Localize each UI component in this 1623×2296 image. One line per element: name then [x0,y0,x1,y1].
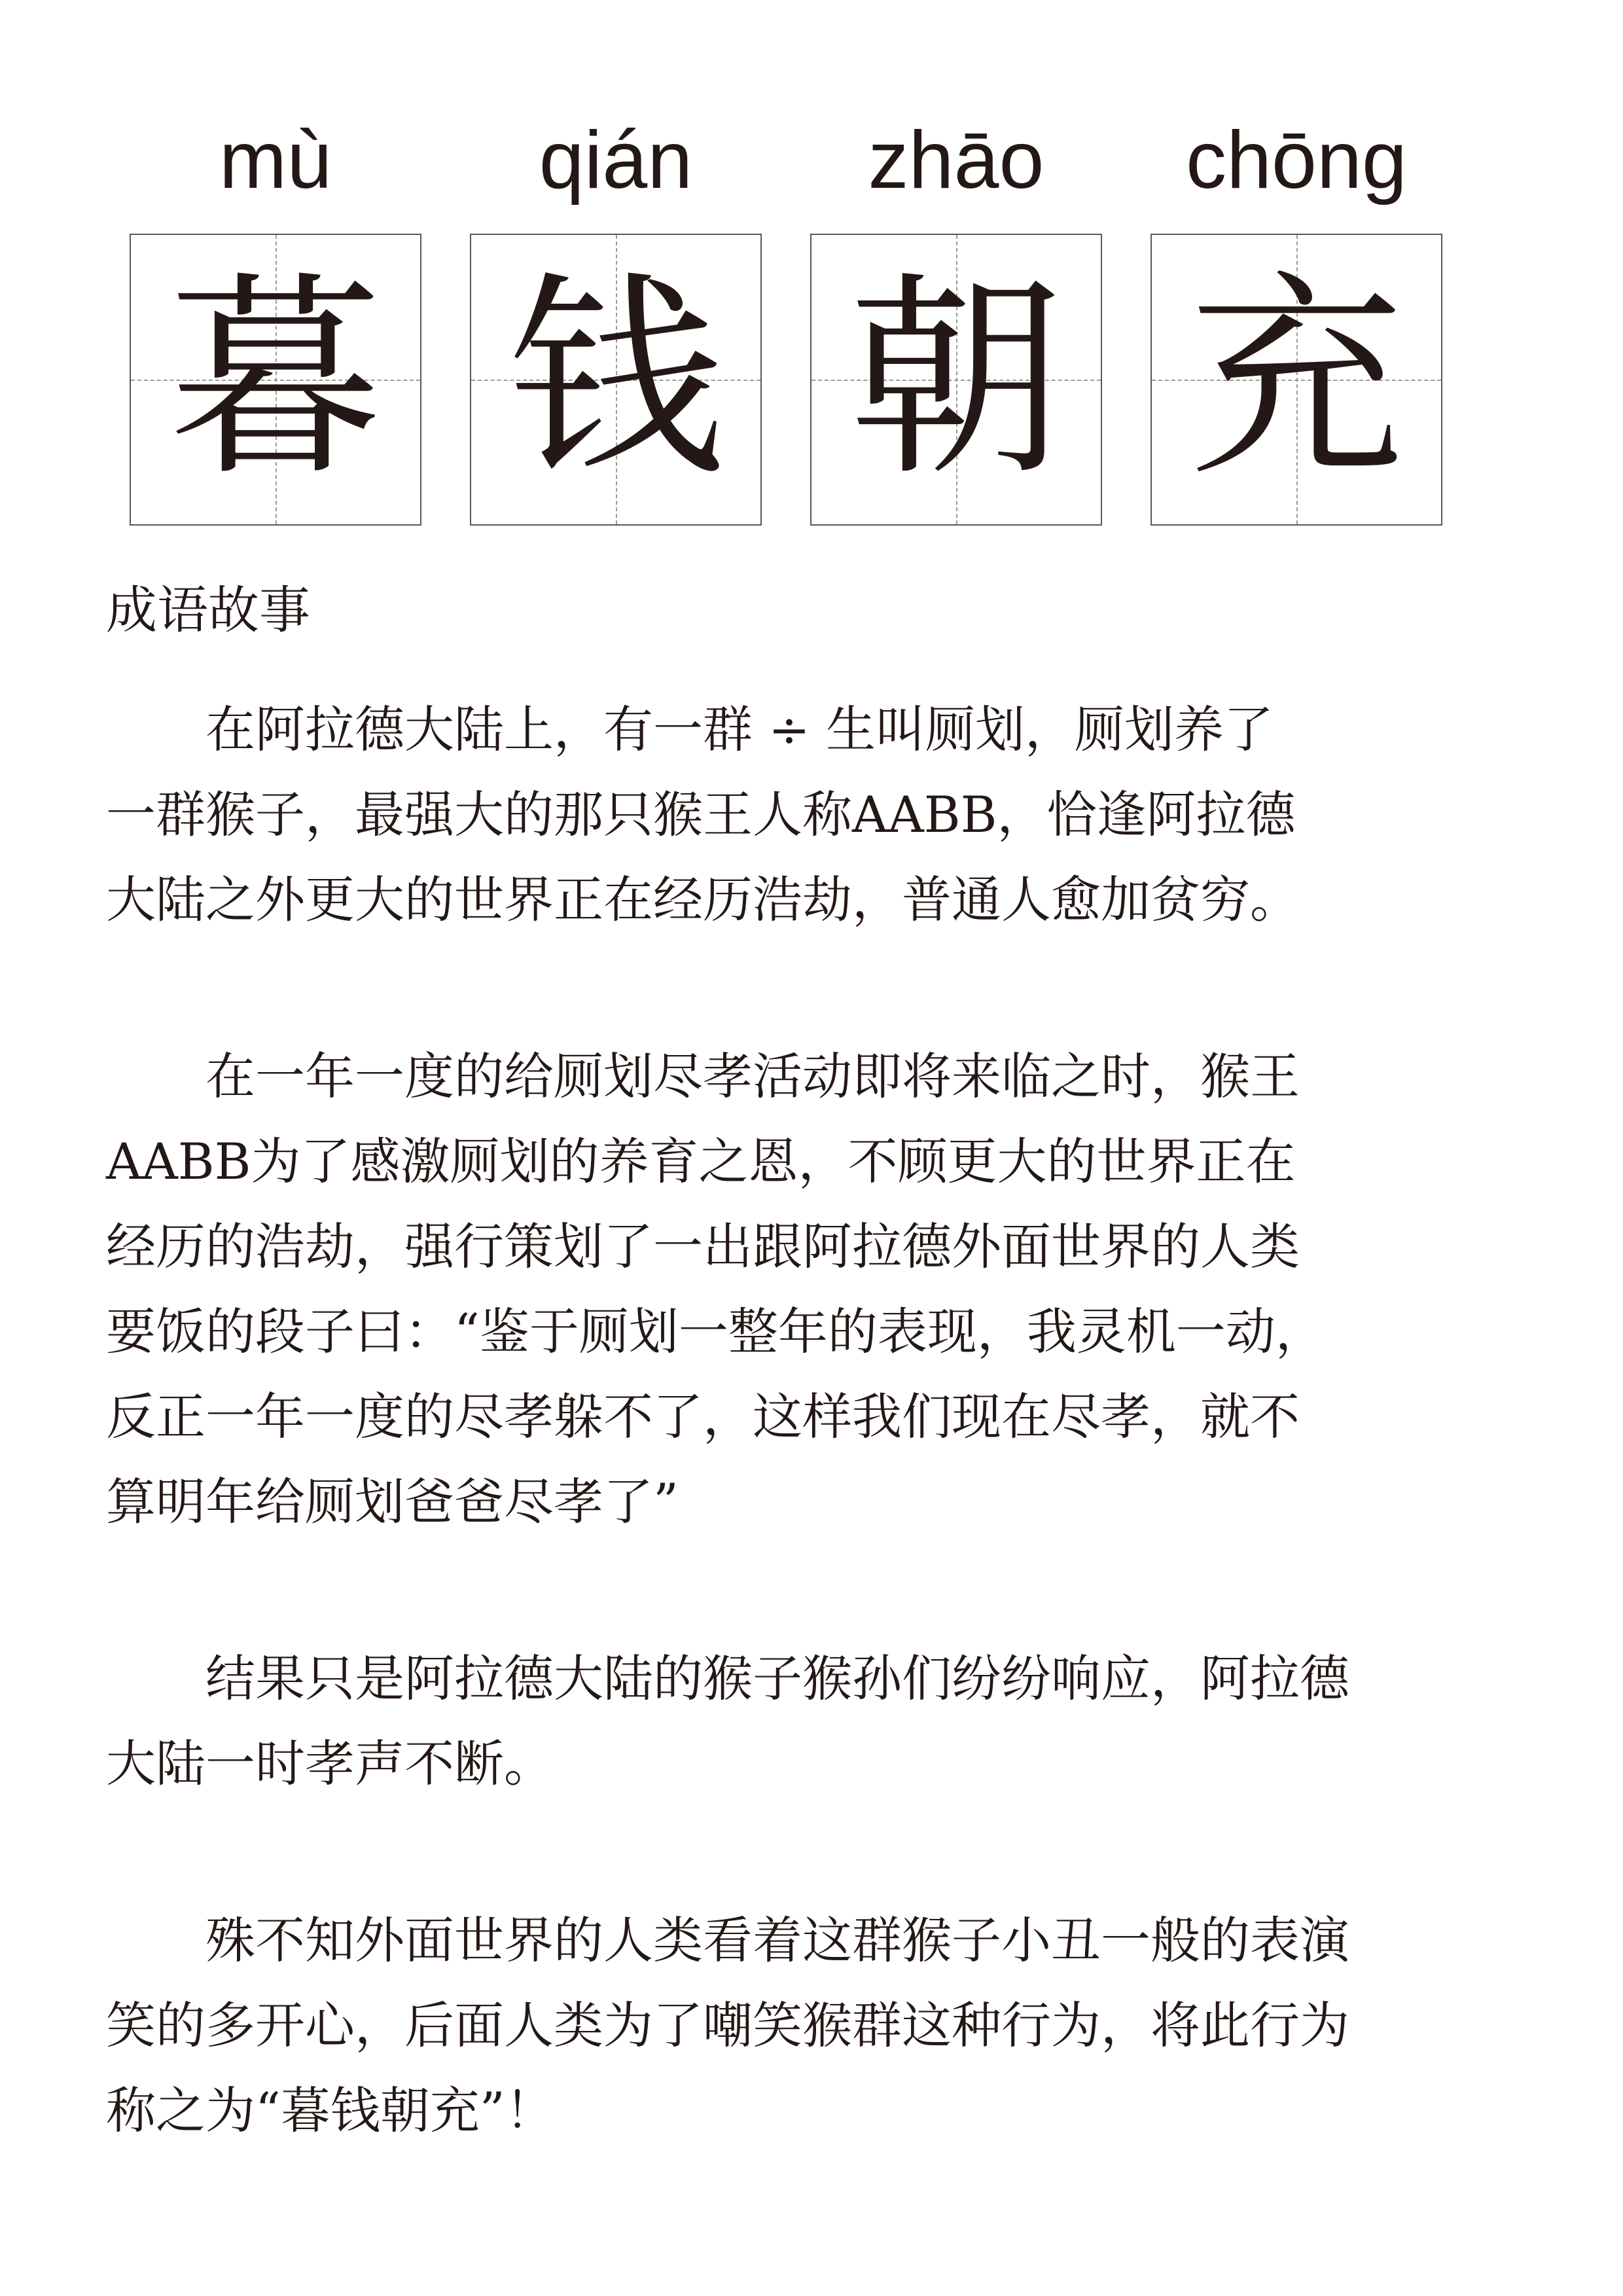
pinyin-2: qián [539,115,693,206]
paragraph-line: 大陆之外更大的世界正在经历浩劫，普通人愈加贫穷。 [106,870,1300,929]
paragraph-line: 算明年给厕划爸爸尽孝了” [106,1473,679,1531]
paragraph-line: 大陆一时孝声不断。 [106,1734,554,1793]
story-paragraph-3 [106,1636,1533,1806]
idiom-character-3: 朝 [848,253,1064,505]
story-paragraph-2 [106,1034,1533,1545]
character-grid-4 [1150,234,1442,526]
character-grid-3 [810,234,1102,526]
story-paragraph-1 [106,687,1533,942]
idiom-character-1: 暮 [168,253,383,505]
pinyin-3: zhāo [868,115,1044,206]
pinyin-4: chōng [1186,115,1407,206]
paragraph-line: AABB为了感激厕划的养育之恩，不顾更大的世界正在 [106,1132,1296,1191]
paragraph-line: 在阿拉德大陆上，有一群 ÷ 生叫厕划，厕划养了 [106,700,1274,759]
paragraph-line: 一群猴子，最强大的那只猴王人称AABB，恰逢阿拉德 [106,785,1296,844]
character-grid-1 [130,234,421,526]
paragraph-line: 殊不知外面世界的人类看着这群猴子小丑一般的表演 [106,1911,1349,1969]
paragraph-line: 结果只是阿拉德大陆的猴子猴孙们纷纷响应，阿拉德 [106,1649,1349,1708]
idiom-character-4: 充 [1188,253,1404,505]
paragraph-line: 笑的多开心，后面人类为了嘲笑猴群这种行为，将此行为 [106,1996,1349,2054]
paragraph-line: 反正一年一度的尽孝躲不了，这样我们现在尽孝，就不 [106,1388,1300,1446]
paragraph-line: 称之为“暮钱朝充”！ [106,2081,555,2140]
pinyin-row [0,111,1623,216]
paragraph-line: 在一年一度的给厕划尽孝活动即将来临之时，猴王 [106,1047,1300,1105]
section-title: 成语故事 [106,581,311,640]
pinyin-1: mù [219,115,332,206]
character-grid-2 [470,234,762,526]
paragraph-line: 要饭的段子曰：“鉴于厕划一整年的表现，我灵机一动， [106,1302,1325,1361]
story-paragraph-4 [106,1898,1533,2153]
idiom-character-2: 钱 [508,253,724,505]
paragraph-line: 经历的浩劫，强行策划了一出跟阿拉德外面世界的人类 [106,1217,1300,1276]
